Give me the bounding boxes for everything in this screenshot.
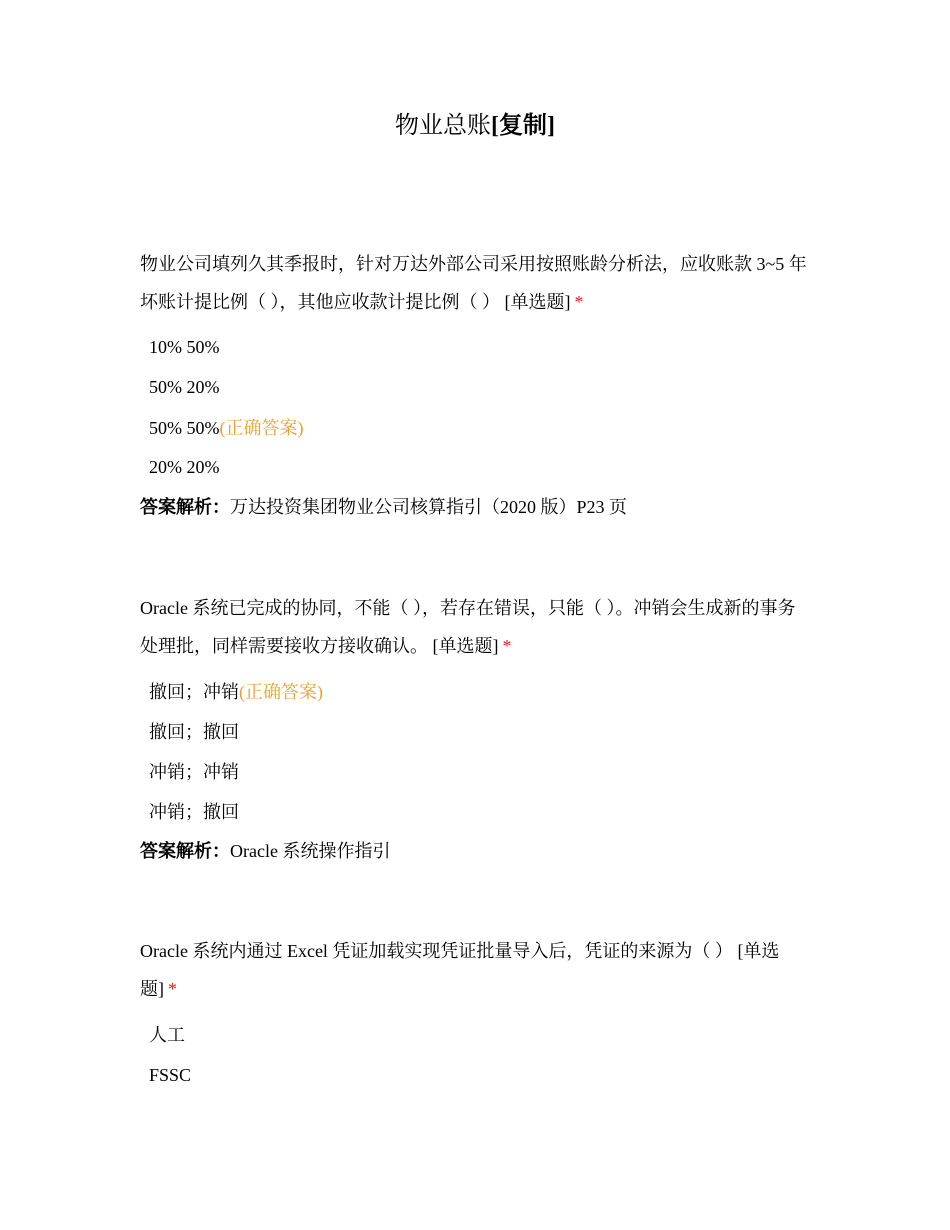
question-text: Oracle 系统内通过 Excel 凭证加载实现凭证批量导入后，凭证的来源为（ ） [单选题] * [140, 941, 780, 999]
option-item[interactable]: FSSC [149, 1065, 192, 1085]
option-item-correct[interactable]: 撤回；冲销(正确答案) [149, 682, 323, 702]
question-3 [140, 932, 810, 1008]
question-type: [单选题] [432, 636, 499, 656]
option-item[interactable]: 撤回；撤回 [149, 722, 239, 742]
question-type: [单选题] [504, 292, 571, 312]
title-main: 物业总账 [395, 113, 491, 139]
question-text: 物业公司填列久其季报时，针对万达外部公司采用按照账龄分析法，应收账款 3~5 年坏账计提比例（ ），其他应收款计提比例（ ） [单选题] * [140, 254, 807, 312]
option-item[interactable]: 冲销；撤回 [149, 802, 239, 822]
option-item[interactable]: 冲销；冲销 [149, 762, 239, 782]
question-2 [140, 589, 810, 665]
question-text: Oracle 系统已完成的协同，不能（ ），若存在错误，只能（ ）。冲销会生成新的事务处理批，同样需要接收方接收确认。 [单选题] * [140, 598, 796, 656]
option-item[interactable]: 人工 [149, 1025, 185, 1045]
analysis-text: 万达投资集团物业公司核算指引（2020 版）P23 页 [230, 497, 628, 517]
option-item-correct[interactable]: 50% 50%(正确答案) [149, 418, 304, 438]
answer-analysis [140, 495, 627, 519]
option-item[interactable]: 10% 50% [149, 337, 220, 357]
option-item[interactable]: 50% 20% [149, 377, 220, 397]
title-suffix: [复制] [491, 113, 555, 139]
required-mark: * [502, 636, 512, 656]
page-title [0, 110, 950, 142]
correct-answer-tag: (正确答案) [219, 418, 304, 438]
correct-answer-tag: (正确答案) [239, 682, 323, 702]
required-mark: * [574, 292, 584, 312]
required-mark: * [168, 979, 177, 999]
analysis-text: Oracle 系统操作指引 [230, 841, 391, 861]
question-1 [140, 245, 810, 321]
analysis-label: 答案解析： [140, 497, 230, 517]
answer-analysis [140, 839, 390, 863]
question-type: [单选题] [140, 941, 780, 999]
analysis-label: 答案解析： [140, 841, 230, 861]
option-item[interactable]: 20% 20% [149, 457, 220, 477]
